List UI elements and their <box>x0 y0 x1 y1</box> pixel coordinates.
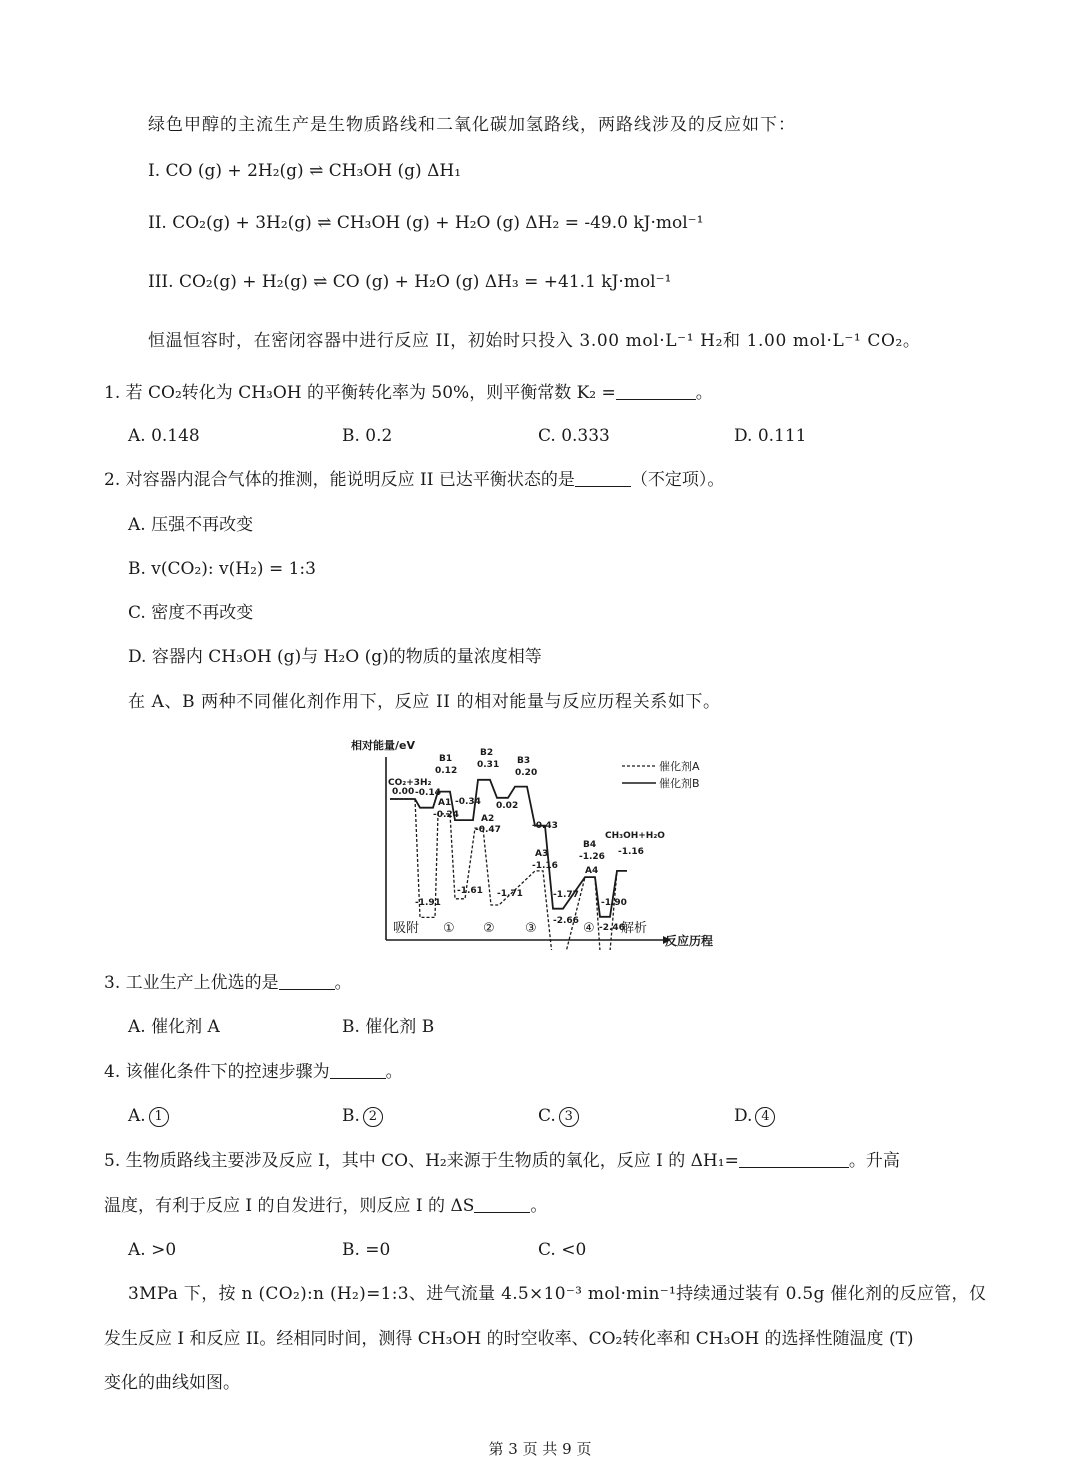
reaction-2: II. CO₂(g) + 3H₂(g) ⇌ CH₃OH (g) + H₂O (g) ΔH₂ = -49.0 kJ·mol⁻¹ <box>148 213 704 233</box>
paragraph-line-2: 发生反应 I 和反应 II。经相同时间，测得 CH₃OH 的时空收率、CO₂转化率和 CH₃OH 的选择性随温度 (T) <box>104 1329 914 1349</box>
q4-option-d[interactable] <box>734 1105 775 1127</box>
q4-option-d-label: D. <box>734 1106 753 1126</box>
q4-answer-blank[interactable] <box>330 1062 386 1079</box>
intro-text: 绿色甲醇的主流生产是生物质路线和二氧化碳加氢路线，两路线涉及的反应如下： <box>148 115 796 135</box>
q3-stem: 3. 工业生产上优选的是 <box>104 973 279 993</box>
condition-text: 恒温恒容时，在密闭容器中进行反应 II，初始时只投入 3.00 mol·L⁻¹ H₂和 1.00 mol·L⁻¹ CO₂。 <box>148 331 921 351</box>
q1-option-a[interactable]: A. 0.148 <box>128 426 200 446</box>
question-5-line-1 <box>104 1150 900 1172</box>
q3-end: 。 <box>334 973 352 993</box>
q2-option-b[interactable]: B. v(CO₂): v(H₂) = 1:3 <box>128 559 316 579</box>
point-label-end: -1.16 <box>618 847 644 857</box>
stage-label-0: 吸附 <box>393 921 420 936</box>
point-label-start: 0.00 <box>392 787 415 797</box>
point-label-Ai3: -1.71 <box>497 889 523 899</box>
point-label-B4: B4 <box>583 840 597 850</box>
point-label-Ai2: -1.61 <box>457 886 483 896</box>
start-label: CO₂+3H₂ <box>388 778 432 788</box>
q4-option-c[interactable] <box>538 1105 579 1127</box>
stage-label-3: ③ <box>525 921 537 936</box>
point-label-A1v: -0.24 <box>433 810 459 820</box>
point-label-A2v: -0.47 <box>475 825 501 835</box>
chart-intro: 在 A、B 两种不同催化剂作用下，反应 II 的相对能量与反应历程关系如下。 <box>128 692 721 712</box>
reaction-1: I. CO (g) + 2H₂(g) ⇌ CH₃OH (g) ΔH₁ <box>148 161 462 181</box>
q2-answer-blank[interactable] <box>575 470 631 487</box>
circled-4: 4 <box>755 1107 775 1127</box>
q2-option-a[interactable]: A. 压强不再改变 <box>128 515 254 535</box>
q2-option-d[interactable]: D. 容器内 CH₃OH (g)与 H₂O (g)的物质的量浓度相等 <box>128 647 542 667</box>
q4-option-c-label: C. <box>538 1106 556 1126</box>
q5-line1-end: 。升高 <box>848 1151 900 1171</box>
q5-line1: 5. 生物质路线主要涉及反应 I，其中 CO、H₂来源于生物质的氧化，反应 I 的 ΔH₁= <box>104 1151 739 1171</box>
point-label-B2v: 0.31 <box>477 760 500 770</box>
point-label-B1: B1 <box>439 754 453 764</box>
point-label-Ai5: -2.46 <box>599 923 625 933</box>
q3-option-a[interactable]: A. 催化剂 A <box>128 1017 220 1037</box>
q1-answer-blank[interactable] <box>616 383 696 400</box>
circled-1: 1 <box>149 1107 169 1127</box>
stage-label-4: ④ <box>583 921 595 936</box>
page-footer: 第 3 页 共 9 页 <box>488 1440 592 1458</box>
q1-option-c[interactable]: C. 0.333 <box>538 426 610 446</box>
q5-option-a[interactable]: A. >0 <box>128 1240 177 1260</box>
y-axis-label: 相对能量/eV <box>351 739 415 752</box>
q4-option-b-label: B. <box>342 1106 360 1126</box>
q2-stem: 2. 对容器内混合气体的推测，能说明反应 II 已达平衡状态的是 <box>104 470 575 490</box>
point-label-Ai1: -1.91 <box>415 898 441 908</box>
stage-label-1: ① <box>443 921 455 936</box>
circled-3: 3 <box>559 1107 579 1127</box>
point-label-A1: A1 <box>438 798 452 808</box>
q4-end: 。 <box>385 1062 403 1082</box>
q1-option-d[interactable]: D. 0.111 <box>734 426 807 446</box>
point-label-B3: B3 <box>517 756 531 766</box>
q4-option-a[interactable] <box>128 1105 169 1127</box>
q3-option-b[interactable]: B. 催化剂 B <box>342 1017 435 1037</box>
x-axis-label: 反应历程 <box>665 934 714 948</box>
reaction-3: III. CO₂(g) + H₂(g) ⇌ CO (g) + H₂O (g) ΔH₃ = +41.1 kJ·mol⁻¹ <box>148 272 672 292</box>
point-label-Bi5: -1.77 <box>553 890 579 900</box>
q5-dh-blank[interactable] <box>739 1151 849 1168</box>
circled-2: 2 <box>363 1107 383 1127</box>
point-label-Bi2: -0.34 <box>455 797 481 807</box>
question-1 <box>104 382 713 404</box>
point-label-B3v: 0.20 <box>515 768 538 778</box>
point-label-Bi6: -1.90 <box>601 898 627 908</box>
q5-line2-end: 。 <box>530 1196 548 1216</box>
q4-stem: 4. 该催化条件下的控速步骤为 <box>104 1062 330 1082</box>
point-label-A3: A3 <box>535 849 549 859</box>
point-label-B2: B2 <box>480 748 494 758</box>
question-2 <box>104 469 724 491</box>
point-label-A3v: -1.16 <box>532 861 558 871</box>
legend-a-label: 催化剂A <box>659 760 700 773</box>
q1-option-b[interactable]: B. 0.2 <box>342 426 393 446</box>
q4-option-b[interactable] <box>342 1105 383 1127</box>
point-label-A4: A4 <box>585 866 599 876</box>
paragraph-line-3: 变化的曲线如图。 <box>104 1373 240 1393</box>
point-label-B1v: 0.12 <box>435 766 458 776</box>
end-label: CH₃OH+H₂O <box>605 831 665 841</box>
q5-option-c[interactable]: C. <0 <box>538 1240 587 1260</box>
point-label-Bi4: -0.43 <box>532 821 558 831</box>
q1-stem: 1. 若 CO₂转化为 CH₃OH 的平衡转化率为 50%，则平衡常数 K₂ = <box>104 383 616 403</box>
point-label-Bi3: 0.02 <box>496 801 519 811</box>
point-label-Ai4: -2.66 <box>553 916 579 926</box>
legend-b-label: 催化剂B <box>659 777 700 790</box>
q2-end: （不定项）。 <box>630 470 725 490</box>
question-3 <box>104 972 352 994</box>
paragraph-line-1: 3MPa 下，按 n (CO₂):n (H₂)=1:3、进气流量 4.5×10⁻³ mol·min⁻¹持续通过装有 0.5g 催化剂的反应管，仅 <box>128 1284 987 1304</box>
q5-option-b[interactable]: B. =0 <box>342 1240 391 1260</box>
q1-end: 。 <box>695 383 713 403</box>
question-5-line-2 <box>104 1195 547 1217</box>
energy-profile-chart <box>345 735 735 950</box>
q5-ds-blank[interactable] <box>474 1196 530 1213</box>
q5-line2: 温度，有利于反应 I 的自发进行，则反应 I 的 ΔS <box>104 1196 475 1216</box>
point-label-Bi1: -0.14 <box>415 788 441 798</box>
question-4 <box>104 1061 403 1083</box>
q4-option-a-label: A. <box>128 1106 146 1126</box>
stage-label-2: ② <box>483 921 495 936</box>
q2-option-c[interactable]: C. 密度不再改变 <box>128 603 254 623</box>
q3-answer-blank[interactable] <box>279 973 335 990</box>
point-label-A2: A2 <box>481 814 495 824</box>
point-label-B4v: -1.26 <box>579 852 605 862</box>
stage-label-5: 解析 <box>621 921 648 936</box>
